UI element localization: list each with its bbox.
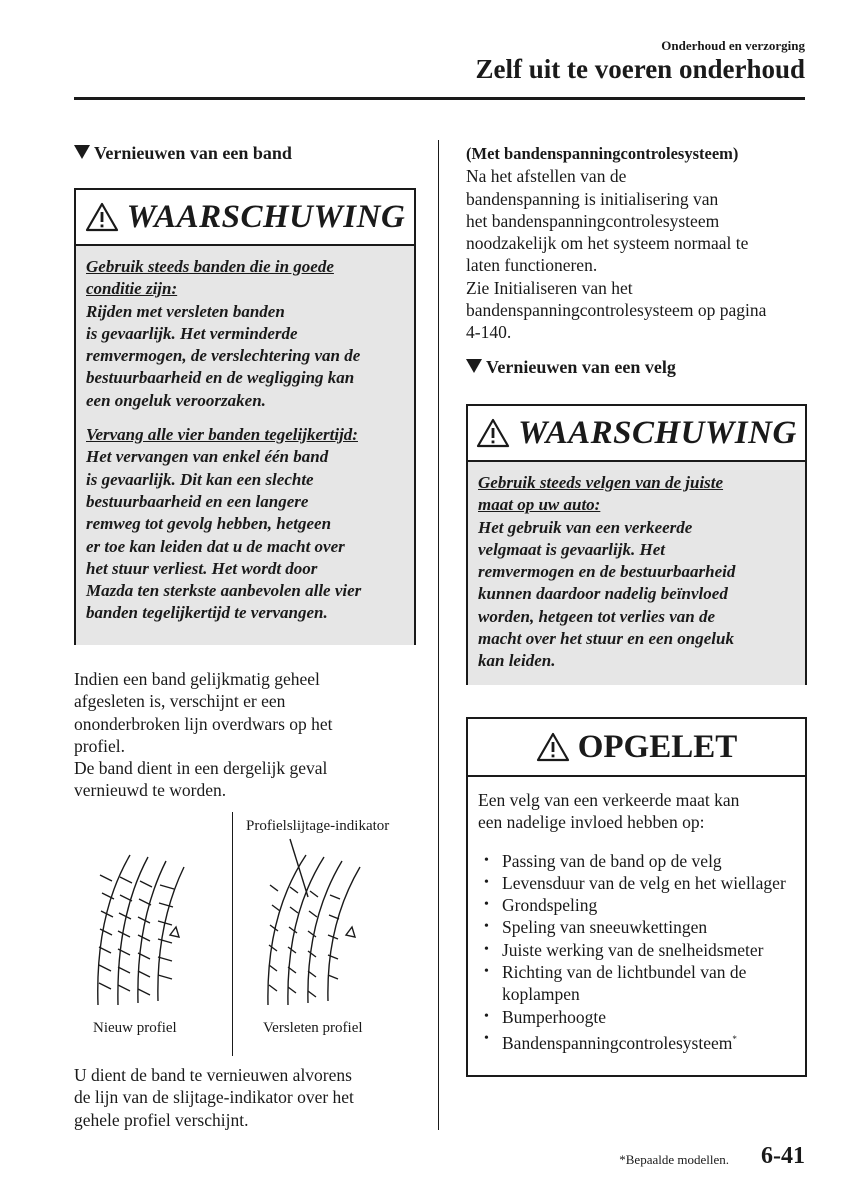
warning-line: het stuur verliest. Het wordt door <box>86 558 318 578</box>
warning-body <box>468 462 805 685</box>
tire-warning-box <box>74 188 416 645</box>
warning-line: worden, hetgeen tot verlies van de <box>478 606 716 626</box>
tpms-heading: (Met bandenspanningcontrolesysteem) <box>466 144 739 163</box>
footnote: *Bepaalde modellen. <box>619 1152 729 1167</box>
warning-line: is gevaarlijk. Dit kan een slechte <box>86 469 314 489</box>
warning-line: velgmaat is gevaarlijk. Het <box>478 539 665 559</box>
list-item: • Bumperhoogte <box>478 1006 795 1028</box>
list-item: • Richting van de lichtbundel van de koplampen <box>478 961 795 1006</box>
caution-triangle-icon <box>536 732 570 762</box>
wear-indicator-label: Profielslijtage-indikator <box>246 818 390 834</box>
caution-intro: Een velg van een verkeerde maat kan een nadelige invloed hebben op: <box>478 790 740 833</box>
warning-line: bestuurbaarheid en de wegligging kan <box>86 368 355 388</box>
warning-line: bestuurbaarheid en een langere <box>86 491 309 511</box>
list-item: • Speling van sneeuwkettingen <box>478 916 795 938</box>
list-item: • Levensduur van de velg en het wiellager <box>478 872 795 894</box>
tire-replacement-heading: Vernieuwen van een band <box>74 143 292 164</box>
warning-line: macht over het stuur en een ongeluk <box>478 629 734 649</box>
warning-header <box>76 190 414 246</box>
caution-title: OPGELET <box>577 728 738 765</box>
warning-line: kan leiden. <box>478 651 556 671</box>
warning-line: remvermogen en de bestuurbaarheid <box>478 562 736 582</box>
warning-title: WAARSCHUWING <box>518 414 797 451</box>
warning-rule-1a: Gebruik steeds banden die in goede <box>86 257 334 276</box>
triangle-bullet-icon <box>74 145 90 159</box>
list-item: • Grondspeling <box>478 894 795 916</box>
warning-title: WAARSCHUWING <box>126 198 406 235</box>
rim-replacement-heading: Vernieuwen van een velg <box>466 357 676 378</box>
warning-line: remweg tot gevolg hebben, hetgeen <box>86 514 332 534</box>
warning-line: banden tegelijkertijd te vervangen. <box>86 603 328 623</box>
warning-rule-a: Gebruik steeds velgen van de juiste <box>478 473 724 492</box>
tire-wear-paragraph: Indien een band gelijkmatig geheel afgesleten is, verschijnt er een ononderbroken lijn overdwars op het profiel. De band dient in een dergelijk geval vernieuwd te worden. <box>74 669 333 801</box>
tire-tread-illustration <box>80 835 420 1015</box>
header-rule <box>74 97 805 100</box>
warning-triangle-icon <box>476 418 510 448</box>
caution-header <box>468 719 805 777</box>
page-title: Zelf uit te voeren onderhoud <box>475 54 805 84</box>
warning-line: remvermogen, de verslechtering van de <box>86 346 361 366</box>
warning-header <box>468 406 805 462</box>
rim-warning-box <box>466 404 807 685</box>
list-item: • Bandenspanningcontrolesysteem* <box>478 1028 795 1054</box>
warning-line: Rijden met versleten banden <box>86 301 285 321</box>
list-item: • Passing van de band op de velg <box>478 850 795 872</box>
warning-line: een ongeluk veroorzaken. <box>86 390 266 410</box>
warning-rule-1b: conditie zijn: <box>86 279 178 299</box>
page-number: 6-41 <box>761 1143 805 1169</box>
warning-rule-b: maat op uw auto: <box>478 495 601 515</box>
warning-rule-2: Vervang alle vier banden tegelijkertijd: <box>86 425 358 445</box>
new-tread-label: Nieuw profiel <box>93 1020 177 1036</box>
warning-body <box>76 246 414 645</box>
list-item: • Juiste werking van de snelheidsmeter <box>478 939 795 961</box>
warning-line: is gevaarlijk. Het verminderde <box>86 323 298 343</box>
rim-caution-box <box>466 717 807 1077</box>
worn-tread-label: Versleten profiel <box>263 1020 363 1036</box>
warning-line: kunnen daardoor nadelig beïnvloed <box>478 584 728 604</box>
running-section-title: Onderhoud en verzorging <box>661 38 805 53</box>
triangle-bullet-icon <box>466 359 482 373</box>
tpms-paragraph: (Met bandenspanningcontrolesysteem) Na het afstellen van de bandenspanning is initialisering van het bandenspanningcontrolesysteem noodzakelijk om het systeem normaal te laten functioneren. Zie Initialiseren van het bandenspanningcontrolesysteem op pagina 4-140. <box>466 143 811 344</box>
warning-line: Het vervangen van enkel één band <box>86 447 329 467</box>
warning-triangle-icon <box>85 202 119 232</box>
column-divider <box>438 140 439 1130</box>
warning-line: er toe kan leiden dat u de macht over <box>86 536 345 556</box>
footnote-mark: * <box>732 1033 737 1044</box>
warning-line: Het gebruik van een verkeerde <box>478 517 693 537</box>
replace-before-paragraph: U dient de band te vernieuwen alvorens de lijn van de slijtage-indikator over het gehele profiel verschijnt. <box>74 1065 354 1130</box>
caution-body <box>468 777 805 1068</box>
warning-line: Mazda ten sterkste aanbevolen alle vier <box>86 581 362 601</box>
caution-list <box>478 850 795 1055</box>
